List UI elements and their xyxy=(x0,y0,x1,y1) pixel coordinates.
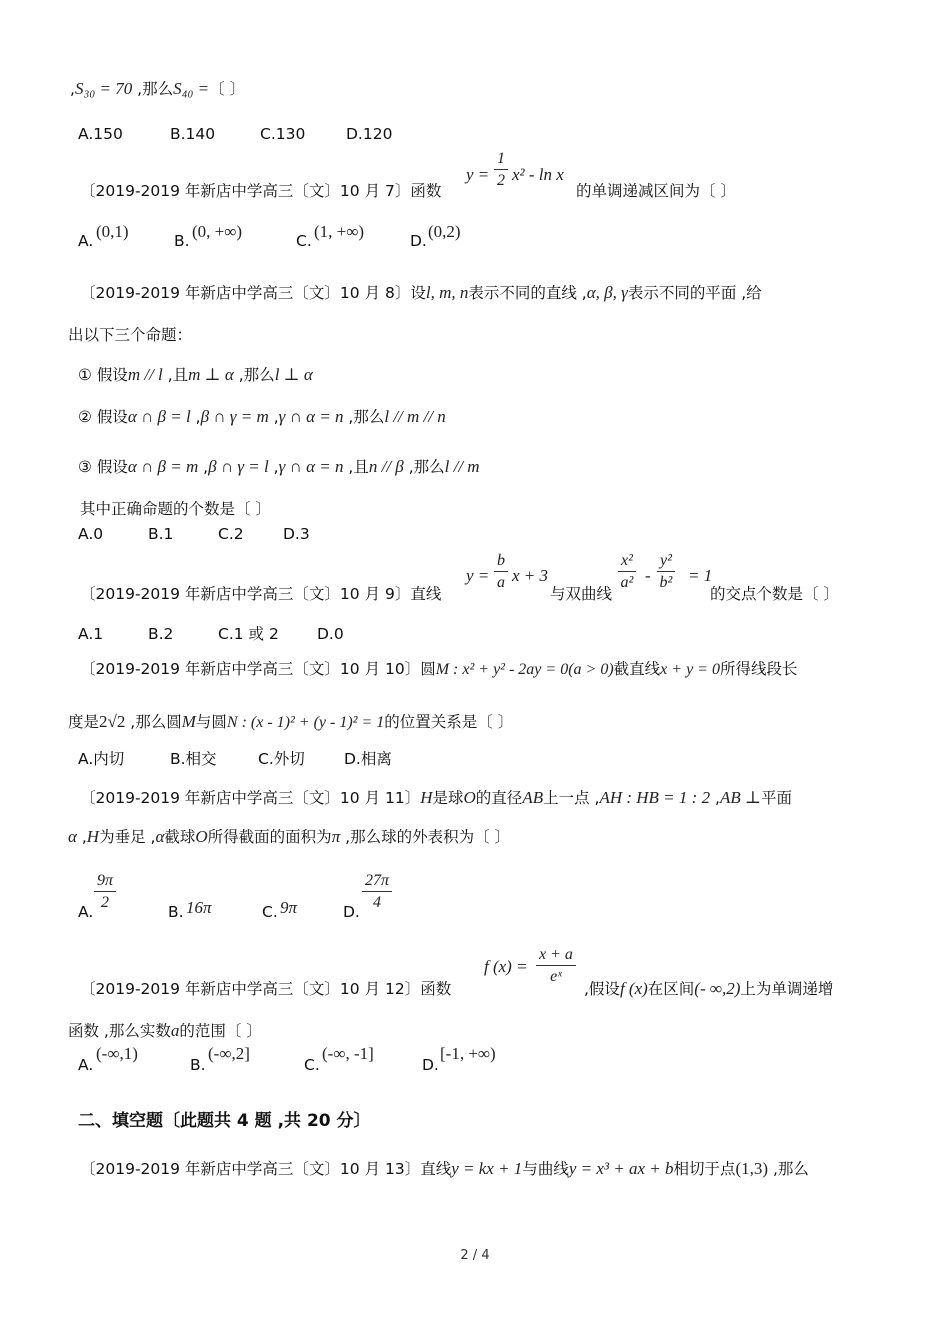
top-line xyxy=(70,78,245,100)
q10-options xyxy=(78,748,392,770)
q7-func-lhs: y = xyxy=(466,165,490,184)
q9-frac-x2a2 xyxy=(618,552,636,592)
q11-opt-d-frac xyxy=(362,872,392,912)
q11-alpha: α xyxy=(68,827,77,846)
p3-e: γ ∩ α = n xyxy=(278,457,344,476)
q11-l2b: 为垂足 , xyxy=(99,828,156,846)
q12-l2a: 函数 ,那么实数 xyxy=(68,1022,171,1040)
q11-pi: π xyxy=(331,827,341,846)
q13-t1: 与曲线 xyxy=(522,1160,569,1178)
num: 9π xyxy=(94,872,116,892)
option-d: D.120 xyxy=(346,125,393,143)
q11-line1 xyxy=(80,787,792,809)
q7-opt-c-math: (1, +∞) xyxy=(314,222,365,241)
q9-eq1: = 1 xyxy=(688,566,713,585)
q12-intro: 〔2019-2019 年新店中学高三〔文〕10 月 12〕函数 xyxy=(80,980,452,998)
s30-formula: S₃₀ = 70 xyxy=(74,79,133,98)
q11-t1: 是球 xyxy=(432,789,464,807)
p1-c: m ⊥ α xyxy=(188,365,234,384)
q12-frac xyxy=(536,946,576,986)
q13-line-eq: y = kx + 1 xyxy=(451,1159,523,1178)
p3-f: ,且 xyxy=(343,458,369,476)
q8-line1 xyxy=(80,282,762,304)
q10-m: M xyxy=(181,712,196,731)
comma: , xyxy=(70,80,75,98)
den: b² xyxy=(659,574,673,591)
q9-mid: 与双曲线 xyxy=(550,585,613,603)
p2-a: α ∩ β = l xyxy=(127,407,191,426)
q7-intro-text: 〔2019-2019 年新店中学高三〔文〕10 月 7〕函数 xyxy=(80,182,442,200)
p1-d: ,那么 xyxy=(233,366,275,384)
num: x² xyxy=(618,552,636,572)
q11-t3: 上一点 , xyxy=(543,789,600,807)
section-heading: 二、填空题〔此题共 4 题 ,共 20 分〕 xyxy=(78,1111,371,1131)
prev-options xyxy=(78,123,392,145)
q10-line-eq: x + y = 0 xyxy=(660,661,720,678)
option-d: D.3 xyxy=(283,525,310,543)
q11-t4: , xyxy=(710,789,720,807)
q10-circle-m: M : x² + y² - 2ay = 0(a > 0) xyxy=(435,661,614,678)
label: D. xyxy=(410,232,427,250)
q11-opt-a-label: A. xyxy=(78,903,94,921)
option-a: A.150 xyxy=(78,125,123,143)
q7-func-rhs: x² - ln x xyxy=(512,165,564,184)
q10-l2a: 度是 xyxy=(68,713,100,731)
q9-y-eq: y = xyxy=(466,566,490,585)
q10-len: 2√2 xyxy=(99,712,126,731)
q7-intro xyxy=(80,180,441,202)
q11-opt-a-frac xyxy=(94,872,116,912)
q7-fraction xyxy=(494,150,508,190)
q11-perp: AB ⊥ xyxy=(719,788,761,807)
den: eˣ xyxy=(550,968,562,985)
q12-opt-b-label: B. xyxy=(190,1056,206,1074)
option-a: A.0 xyxy=(78,525,104,543)
q7-frac-den: 2 xyxy=(497,172,505,189)
option-b: B.140 xyxy=(170,125,216,143)
p1-n: ① 假设 xyxy=(78,366,128,384)
option-c: C.2 xyxy=(218,525,244,543)
q12-opt-a-label: A. xyxy=(78,1056,94,1074)
option-b: B.相交 xyxy=(170,750,217,768)
num: b xyxy=(494,552,508,572)
q11-opt-c-math: 9π xyxy=(280,898,298,917)
q10-intro: 〔2019-2019 年新店中学高三〔文〕10 月 10〕圆 xyxy=(80,660,436,678)
q11-l2c: 截球 xyxy=(164,828,196,846)
q11-o2: O xyxy=(195,827,208,846)
p3-c: β ∩ γ = l xyxy=(208,457,269,476)
q11-opt-c-label: C. xyxy=(262,903,278,921)
q11-h: H xyxy=(420,788,433,807)
q12-t3: 上为单调递增 xyxy=(740,980,834,998)
q10-circle-n: N : (x - 1)² + (y - 1)² = 1 xyxy=(226,714,385,731)
q13-intro: 〔2019-2019 年新店中学高三〔文〕10 月 13〕直线 xyxy=(80,1160,452,1178)
q8-prop3 xyxy=(78,456,480,478)
p2-b: , xyxy=(190,408,201,426)
q10-l2c: 与圆 xyxy=(195,713,227,731)
q7-opt-d-math: (0,2) xyxy=(428,222,461,241)
q12-fx: f (x) = xyxy=(484,957,528,976)
q11-alpha2: α xyxy=(155,827,165,846)
p2-g: l // m // n xyxy=(384,407,446,426)
q13-curve: y = x³ + ax + b xyxy=(568,1159,674,1178)
q7-tail: 的单调递减区间为〔 〕 xyxy=(576,182,736,200)
p3-g: n // β xyxy=(368,457,404,476)
q11-intro: 〔2019-2019 年新店中学高三〔文〕10 月 11〕 xyxy=(80,789,421,807)
q13-t2: 相切于点 xyxy=(673,1160,736,1178)
p2-f: ,那么 xyxy=(343,408,385,426)
p3-a: α ∩ β = m xyxy=(127,457,199,476)
q7-opt-b xyxy=(174,232,190,250)
q11-opt-b-label: B. xyxy=(168,903,184,921)
den: a² xyxy=(620,574,634,591)
q11-opt-b-math: 16π xyxy=(186,898,212,917)
q12-l2b: 的范围〔 〕 xyxy=(179,1022,262,1040)
option-b: B.1 xyxy=(148,525,174,543)
q8-line2: 出以下三个命题： xyxy=(68,326,193,344)
q8-ask: 其中正确命题的个数是〔 〕 xyxy=(80,500,271,518)
p2-c: β ∩ γ = m xyxy=(200,407,269,426)
q11-l2e: ,那么球的外表积为〔 〕 xyxy=(340,828,511,846)
q9-frac-y2b2 xyxy=(657,552,675,592)
q8-t2: 表示不同的平面 ,给 xyxy=(627,284,762,302)
q8-prop2 xyxy=(78,406,446,428)
q11-line2 xyxy=(68,826,510,848)
p3-h: ,那么 xyxy=(403,458,445,476)
q13-line xyxy=(80,1158,809,1180)
q13-t3: ,那么 xyxy=(768,1160,809,1178)
q9-rest1: x + 3 xyxy=(512,566,549,585)
num: x + a xyxy=(536,946,576,966)
q7-frac-num: 1 xyxy=(494,150,508,170)
q9-tail: 的交点个数是〔 〕 xyxy=(710,585,839,603)
option-d: D.相离 xyxy=(344,750,392,768)
num: y² xyxy=(657,552,675,572)
q12-opt-a-math: (-∞,1) xyxy=(96,1044,138,1063)
q11-ratio: AH : HB = 1 : 2 xyxy=(599,788,711,807)
p2-e: γ ∩ α = n xyxy=(278,407,344,426)
q12-line1-tail xyxy=(584,978,833,1000)
q12-opt-c-label: C. xyxy=(304,1056,320,1074)
q9-intro: 〔2019-2019 年新店中学高三〔文〕10 月 9〕直线 xyxy=(80,585,442,603)
p1-a: m // l xyxy=(127,365,163,384)
q11-t2: 的直径 xyxy=(475,789,523,807)
p3-i: l // m xyxy=(444,457,480,476)
option-c: C.1 或 2 xyxy=(218,625,279,643)
option-d: D.0 xyxy=(317,625,344,643)
p3-d: , xyxy=(268,458,279,476)
q11-o: O xyxy=(463,788,476,807)
q11-h2: H xyxy=(86,827,100,846)
q11-l2a: , xyxy=(76,828,87,846)
answer-paren: 〔 〕 xyxy=(209,80,246,98)
q7-opt-b-math: (0, +∞) xyxy=(192,222,243,241)
q10-t2: 所得线段长 xyxy=(719,660,798,678)
label: B. xyxy=(174,232,190,250)
den: 2 xyxy=(101,894,109,911)
option-a: A.1 xyxy=(78,625,104,643)
page-number: 2 / 4 xyxy=(460,1248,490,1263)
q7-opt-c xyxy=(296,232,312,250)
label: A. xyxy=(78,232,94,250)
q8-prop1 xyxy=(78,364,313,386)
q10-l2d: 的位置关系是〔 〕 xyxy=(384,713,514,731)
option-b: B.2 xyxy=(148,625,174,643)
p2-n: ② 假设 xyxy=(78,408,128,426)
option-a: A.内切 xyxy=(78,750,125,768)
p3-n: ③ 假设 xyxy=(78,458,128,476)
q7-opt-a xyxy=(78,232,93,250)
q12-opt-c-math: (-∞, -1] xyxy=(322,1044,374,1063)
p1-e: l ⊥ α xyxy=(274,365,313,384)
q12-line2 xyxy=(68,1020,262,1042)
q12-fx2: f (x) xyxy=(619,979,648,998)
q10-line1 xyxy=(80,658,797,681)
q12-a: a xyxy=(170,1021,180,1040)
text: ,那么 xyxy=(132,80,174,98)
q10-line2 xyxy=(68,711,513,734)
q7-opt-a-math: (0,1) xyxy=(96,222,129,241)
s40-formula: S₄₀ = xyxy=(173,79,210,98)
q9-options xyxy=(78,623,344,645)
q12-t1: ,假设 xyxy=(584,980,620,998)
q12-interval: (- ∞,2) xyxy=(694,979,741,998)
num: 27π xyxy=(362,872,392,892)
q8-options xyxy=(78,523,310,545)
q9-minus: - xyxy=(645,566,651,585)
den: 4 xyxy=(373,894,381,911)
q9-frac-ba xyxy=(494,552,508,592)
q7-opt-d xyxy=(410,232,427,250)
q12-opt-d-math: [-1, +∞) xyxy=(440,1044,496,1063)
q8-lines-math: l, m, n xyxy=(425,283,469,302)
q8-t1: 表示不同的直线 , xyxy=(468,284,587,302)
q10-l2b: ,那么圆 xyxy=(125,713,182,731)
q12-opt-d-label: D. xyxy=(422,1056,439,1074)
q11-opt-d-label: D. xyxy=(343,903,360,921)
q10-t1: 截直线 xyxy=(613,660,661,678)
label: C. xyxy=(296,232,312,250)
q12-t2: 在区间 xyxy=(647,980,695,998)
q11-l2d: 所得截面的面积为 xyxy=(207,828,332,846)
q8-intro: 〔2019-2019 年新店中学高三〔文〕10 月 8〕设 xyxy=(80,284,426,302)
q8-planes-math: α, β, γ xyxy=(586,283,628,302)
q11-ab: AB xyxy=(522,788,544,807)
q11-t5: 平面 xyxy=(760,789,792,807)
p2-d: , xyxy=(268,408,279,426)
den: a xyxy=(497,574,505,591)
option-c: C.130 xyxy=(260,125,306,143)
p3-b: , xyxy=(198,458,209,476)
q13-point: (1,3) xyxy=(735,1159,769,1178)
option-c: C.外切 xyxy=(258,750,305,768)
q12-opt-b-math: (-∞,2] xyxy=(208,1044,250,1063)
p1-b: ,且 xyxy=(162,366,189,384)
